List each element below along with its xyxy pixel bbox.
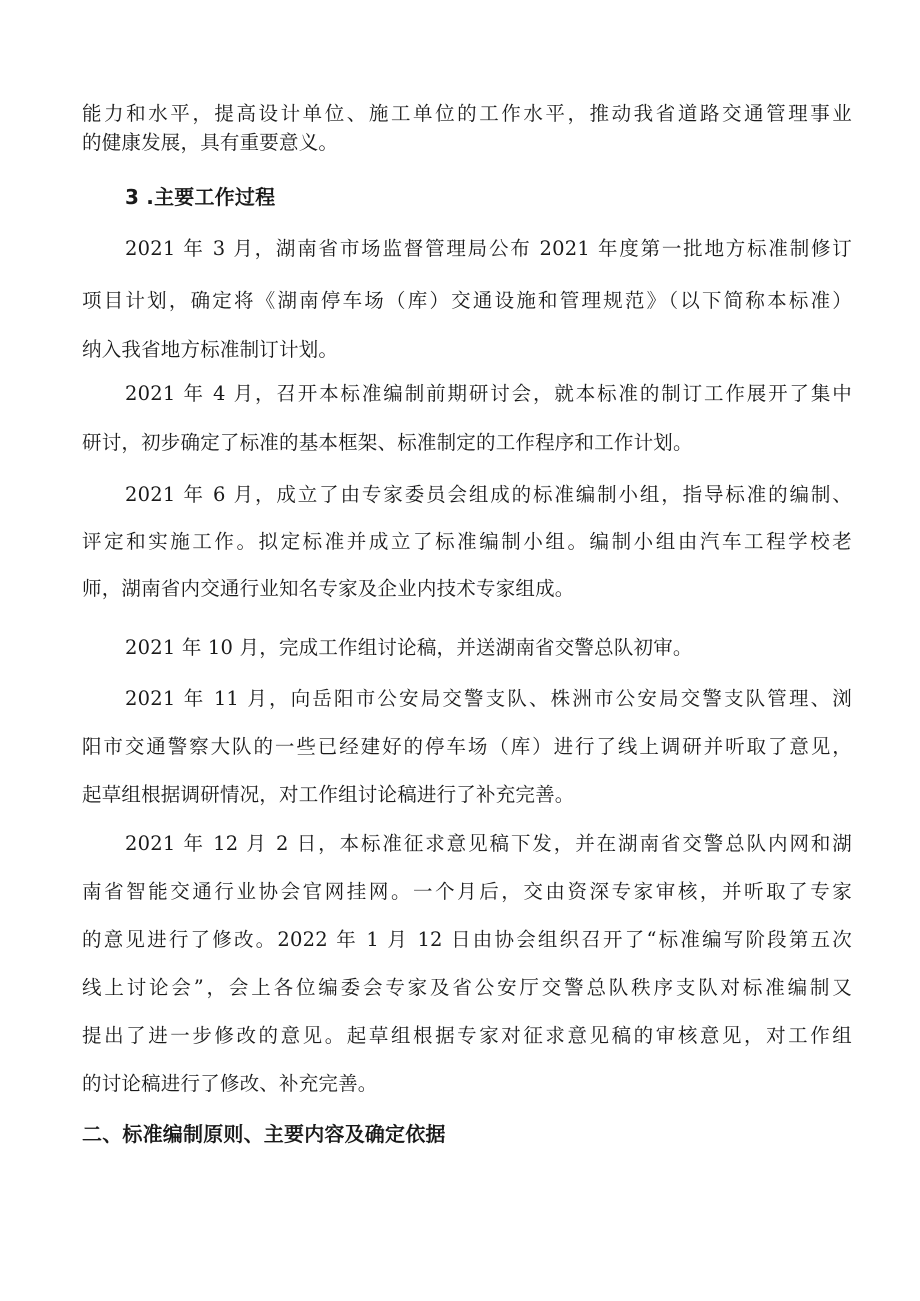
- paragraph-line: 起草组根据调研情况，对工作组讨论稿进行了补充完善。: [82, 783, 575, 806]
- paragraph-line: 的讨论稿进行了修改、补充完善。: [82, 1072, 378, 1095]
- paragraph-line: 2021 年 10 月，完成工作组讨论稿，并送湖南省交警总队初审。: [125, 636, 693, 659]
- paragraph-line: 南省智能交通行业协会官网挂网。一个月后，交由资深专家审核，并听取了专家: [82, 880, 852, 903]
- section-heading: 3 .主要工作过程: [125, 185, 276, 209]
- paragraph-line: 能力和水平，提高设计单位、施工单位的工作水平，推动我省道路交通管理事业: [82, 102, 852, 125]
- paragraph-line: 评定和实施工作。拟定标准并成立了标准编制小组。编制小组由汽车工程学校老: [82, 530, 852, 553]
- paragraph-line: 项目计划，确定将《湖南停车场（库）交通设施和管理规范》（以下简称本标准）: [82, 289, 852, 312]
- paragraph-line: 提出了进一步修改的意见。起草组根据专家对征求意见稿的审核意见，对工作组: [82, 1024, 852, 1047]
- paragraph-line: 线上讨论会”，会上各位编委会专家及省公安厅交警总队秩序支队对标准编制又: [82, 976, 852, 999]
- paragraph-line: 研讨，初步确定了标准的基本框架、标准制定的工作程序和工作计划。: [82, 431, 693, 454]
- paragraph-line: 2021 年 4 月，召开本标准编制前期研讨会，就本标准的制订工作展开了集中: [125, 382, 852, 405]
- paragraph-line: 纳入我省地方标准制订计划。: [82, 338, 339, 361]
- paragraph-line: 师，湖南省内交通行业知名专家及企业内技术专家组成。: [82, 577, 575, 600]
- paragraph-line: 2021 年 11 月，向岳阳市公安局交警支队、株洲市公安局交警支队管理、浏: [125, 687, 852, 710]
- paragraph-line: 的意见进行了修改。2022 年 1 月 12 日由协会组织召开了“标准编写阶段第五次: [82, 928, 852, 951]
- paragraph-line: 的健康发展，具有重要意义。: [82, 131, 339, 154]
- paragraph-line: 阳市交通警察大队的一些已经建好的停车场（库）进行了线上调研并听取了意见，: [82, 735, 852, 758]
- paragraph-line: 2021 年 6 月，成立了由专家委员会组成的标准编制小组，指导标准的编制、: [125, 483, 852, 506]
- paragraph-line: 2021 年 3 月，湖南省市场监督管理局公布 2021 年度第一批地方标准制修订: [125, 237, 852, 260]
- chapter-heading: 二、标准编制原则、主要内容及确定依据: [82, 1122, 446, 1146]
- paragraph-line: 2021 年 12 月 2 日，本标准征求意见稿下发，并在湖南省交警总队内网和湖: [125, 832, 852, 855]
